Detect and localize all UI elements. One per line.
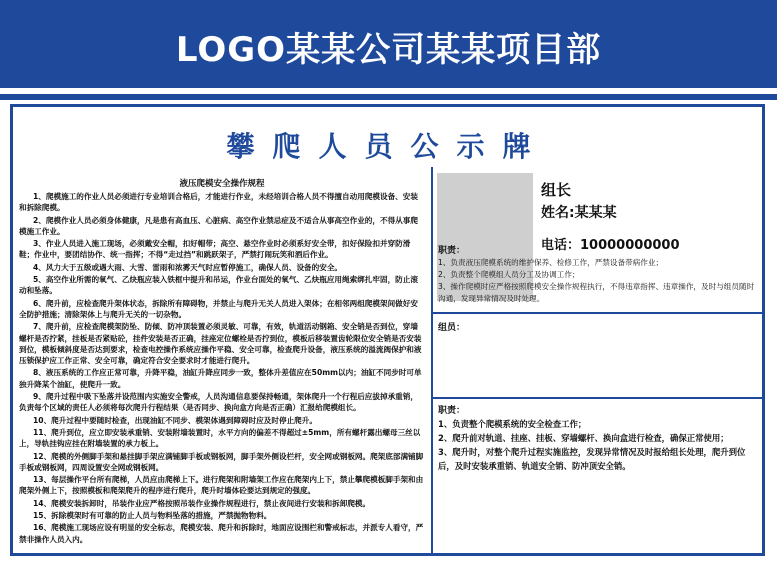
rule-item: 10、爬升过程中要随时检查，出现油缸不同步、模架体遇到障碍时应及时停止爬升。 [33,415,317,425]
rule-item: 4、风力大于五级或遇大雨、大雪、雷雨和浓雾天气时应暂停施工，确保人员、设备的安全。 [33,262,343,272]
vertical-divider [431,167,433,553]
rules-title: 液压爬模安全操作规程 [179,179,265,189]
rule-item: 8、液压系统的工作应正常可靠，升降平稳，油缸升降应同步一致，整体升差值应在50mm以内；油缸不同步时可单独升降某个油缸，使爬升一致。 [19,368,422,389]
rule-item: 11、爬升到位，应立即安装承重销、安装附墙装置时，水平方向的偏差不得超过±5mm，所有螺杆露出螺母三丝以上，导轨挂钩应挂在附墙装置的承力板上。 [19,427,421,449]
rule-item: 9、爬升过程中吸下坠落并设范围内实施安全警戒，人员沟通信息要保持畅通，架体爬升一个行程后应拔掉承重销，负责每个区域的责任人必须将每次爬升行程结果（是否同步、换向盒方向是否正确）汇报给爬模组长。 [19,392,418,413]
rule-item: 14、爬模安装拆卸时，吊装作业应严格按照吊装作业操作规程进行，禁止夜间进行安装和拆卸爬模。 [33,498,371,508]
rules-list [19,191,425,545]
rule-item: 5、高空作业所需的氧气、乙炔瓶应装入铁框中提升和吊运，作业台面处的氧气、乙炔瓶应用绳索绑扎牢固，防止滚动和坠落。 [19,275,418,296]
rule-item: 2、爬模作业人员必须身体健康，凡是患有高血压、心脏病、高空作业禁忌症及不适合从事高空作业的，不得从事爬模施工作业。 [19,215,418,236]
rule-item: 15、拆除模架时有可靠的防止人员与物料坠落的措施，严禁抛物物料。 [33,511,272,521]
notice-board [10,104,765,556]
rule-item: 3、作业人员进入施工现场，必须戴安全帽，扣好帽带；高空、悬空作业时必须系好安全带，扣好保险扣并穿防滑鞋；作业中，要团结协作、统一指挥；不得“走过挡”和跳跃架子，严禁打闹玩笑和酒后作业。 [19,239,411,260]
leader-role: 组长 [541,181,572,199]
leader-name: 姓名:某某某 [541,205,617,221]
member-duties-list [438,417,760,473]
company-logo-text: LOGO某某公司某某项目部 [175,30,602,70]
header-banner [0,0,777,88]
members-label: 组员： [438,323,466,333]
leader-duties-label: 职责： [438,246,466,256]
header-divider-blue [0,94,777,100]
leader-info [541,179,756,253]
rule-item: 6、爬升前，应检查爬升架体状态，拆除所有障碍物，并禁止与爬升无关人员进入架体；在相邻两组爬模架间做好安全防护措施；清除架体上与爬升无关的一切杂物。 [19,298,418,319]
horizontal-divider [433,312,762,314]
rule-item: 7、爬升前，应检查爬模架防坠、防倾、防冲顶装置必须灵敏、可靠，有效，轨道活动钢箱、安全销是否到位，穿墙螺杆是否拧紧，挂板是否紧贴砼，挂件安装是否正确，挂座定位螺栓是否拧到位，模板后移装置齿轮限位安全销是否安装到位，模板倾斜度是否达到要求，检查电控操作系统应操作平稳、安全可靠，检查爬升设备，液压系统的溢流阀保护和液压锁保护应工作正常、安全可靠，确定符合安全要求时才能进行爬升。 [19,322,422,366]
member-duties-label: 职责： [438,406,466,416]
leader-duties-list [438,257,756,305]
leader-phone: 电话：10000000000 [541,238,680,253]
rule-item: 16、爬模施工现场应设有明显的安全标志，爬模安装、爬升和拆除时，地面应设围栏和警戒标志，并派专人看守，严禁非操作人员入内。 [19,523,424,544]
member-duty-item: 1、负责整个爬模系统的安全检查工作； [438,419,587,429]
rule-item: 12、爬模的外侧脚手架和悬挂脚手架应满铺脚手板或钢板网，脚手架外侧设栏杆，安全网或钢板网。爬架底部满铺脚手板或钢板网，四周设置安全网或钢板网。 [19,451,424,472]
leader-duty-item: 3、操作爬模时应严格按照爬模安全操作规程执行，不得违章指挥、违章操作，及时与组员随时沟通，发现异常情况及时处理。 [438,282,755,303]
safety-rules-panel [19,177,425,551]
horizontal-divider [433,397,762,399]
member-duty-item: 3、爬升时，对整个爬升过程实施监控，发现异常情况及时报给组长处理，爬升到位后，及时安装承重销、轨道安全销、防冲顶安全销。 [438,447,746,471]
leader-duty-item: 2、负责整个爬模组人员分工及协调工作； [438,270,580,279]
rule-item: 1、爬模施工的作业人员必须进行专业培训合格后，才能进行作业，未经培训合格人员不得擅自动用爬模设备、安装和拆除爬模。 [19,192,418,213]
rule-item: 13、每层操作平台所有爬梯，人员应由爬梯上下。进行爬架和附墙架工作应在爬架内上下，禁止攀爬模板脚手架和由爬架外侧上下，按照模板和爬架爬升的程序进行爬升，爬升时墙体砼要达到规定的强度。 [19,475,424,496]
member-duty-item: 2、爬升前对轨道、挂座、挂板、穿墙螺杆、换向盒进行检查，确保正常使用； [438,433,729,443]
leader-duty-item: 1、负责液压爬模系统的维护保养、检修工作，严禁设备带病作业； [438,258,664,267]
board-title: 攀爬人员公示牌 [226,130,549,163]
